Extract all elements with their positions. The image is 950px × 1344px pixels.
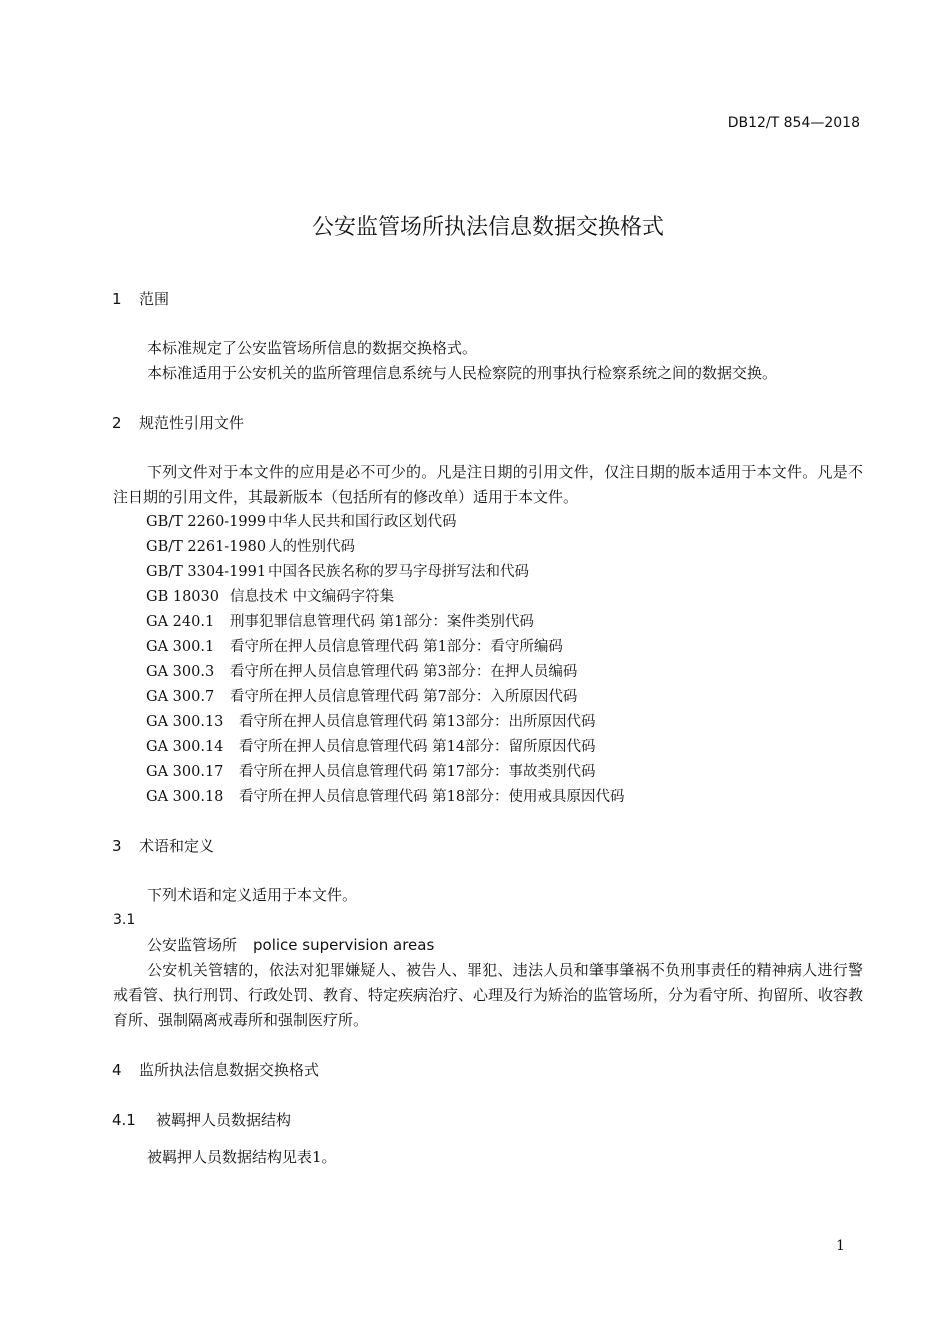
reference-item — [146, 560, 529, 581]
section-1-heading — [112, 288, 169, 309]
document-id: DB12/T 854—2018 — [727, 115, 860, 131]
reference-name: 看守所在押人员信息管理代码 第1部分：看守所编码 — [230, 639, 563, 655]
paragraph: 被羁押人员数据结构见表1。 — [147, 1148, 337, 1166]
paragraph: 本标准适用于公安机关的监所管理信息系统与人民检察院的刑事执行检察系统之间的数据交换。 — [147, 364, 778, 382]
reference-code: GB/T 2260-1999 — [146, 514, 267, 530]
reference-item — [146, 685, 577, 706]
subsection-number: 4.1 — [112, 1111, 136, 1129]
section-title: 规范性引用文件 — [139, 414, 245, 432]
reference-code: GA 300.18 — [146, 789, 224, 805]
reference-item — [146, 760, 596, 781]
reference-code: GA 300.13 — [146, 714, 224, 730]
reference-code: GA 300.3 — [146, 664, 215, 680]
reference-item — [146, 735, 596, 756]
reference-name: 看守所在押人员信息管理代码 第14部分：留所原因代码 — [239, 739, 596, 755]
reference-code: GB 18030 — [146, 589, 219, 605]
subsection-4-1-heading — [112, 1109, 291, 1130]
reference-name: 中国各民族名称的罗马字母拼写法和代码 — [268, 564, 529, 580]
section-number: 2 — [112, 414, 122, 432]
section-3-heading — [112, 835, 214, 856]
section-number: 1 — [112, 290, 122, 308]
reference-code: GB/T 3304-1991 — [146, 564, 267, 580]
page-number: 1 — [836, 1238, 845, 1254]
reference-item — [146, 635, 563, 656]
reference-item — [146, 785, 625, 806]
reference-name: 看守所在押人员信息管理代码 第7部分：入所原因代码 — [230, 689, 578, 705]
section-title: 监所执法信息数据交换格式 — [139, 1061, 320, 1079]
reference-code: GA 300.7 — [146, 689, 215, 705]
reference-name: 中华人民共和国行政区划代码 — [268, 514, 457, 530]
section-number: 4 — [112, 1061, 122, 1079]
section-number: 3 — [112, 837, 122, 855]
term-definition: 公安机关管辖的，依法对犯罪嫌疑人、被告人、罪犯、违法人员和肇事肇祸不负刑事责任的精神病人进行警戒看管、执行刑罚、行政处罚、教育、特定疾病治疗、心理及行为矫治的监管场所，分为看守所、拘留所、收容教育所、强制隔离戒毒所和强制医疗所。 — [113, 961, 864, 1029]
reference-item — [146, 660, 577, 681]
term-chinese: 公安监管场所 — [147, 936, 238, 954]
paragraph: 下列文件对于本文件的应用是必不可少的。凡是注日期的引用文件，仅注日期的版本适用于本文件。凡是不注日期的引用文件，其最新版本（包括所有的修改单）适用于本文件。 — [113, 463, 863, 506]
reference-name: 看守所在押人员信息管理代码 第13部分：出所原因代码 — [239, 714, 596, 730]
reference-code: GA 300.1 — [146, 639, 215, 655]
paragraph: 下列术语和定义适用于本文件。 — [147, 886, 358, 904]
reference-name: 看守所在押人员信息管理代码 第18部分：使用戒具原因代码 — [239, 789, 625, 805]
document-title: 公安监管场所执法信息数据交换格式 — [311, 215, 664, 240]
term-entry — [147, 934, 434, 955]
reference-name: 人的性别代码 — [268, 539, 355, 555]
reference-code: GA 300.17 — [146, 764, 224, 780]
reference-code: GB/T 2261-1980 — [146, 539, 267, 555]
reference-name: 看守所在押人员信息管理代码 第3部分：在押人员编码 — [230, 664, 578, 680]
reference-name: 信息技术 中文编码字符集 — [230, 589, 395, 605]
section-title: 术语和定义 — [139, 837, 215, 855]
term-number: 3.1 — [113, 912, 136, 928]
reference-item — [146, 610, 534, 631]
subsection-title: 被羁押人员数据结构 — [156, 1111, 292, 1129]
section-4-heading — [112, 1059, 319, 1080]
section-title: 范围 — [139, 290, 170, 308]
reference-name: 刑事犯罪信息管理代码 第1部分：案件类别代码 — [230, 614, 534, 630]
reference-item — [146, 585, 394, 606]
term-english: police supervision areas — [253, 936, 435, 954]
reference-item — [146, 710, 596, 731]
reference-item — [146, 510, 457, 531]
reference-item — [146, 535, 355, 556]
section-2-heading — [112, 412, 244, 433]
reference-code: GA 240.1 — [146, 614, 215, 630]
reference-name: 看守所在押人员信息管理代码 第17部分：事故类别代码 — [239, 764, 596, 780]
paragraph: 本标准规定了公安监管场所信息的数据交换格式。 — [147, 339, 478, 357]
reference-code: GA 300.14 — [146, 739, 224, 755]
